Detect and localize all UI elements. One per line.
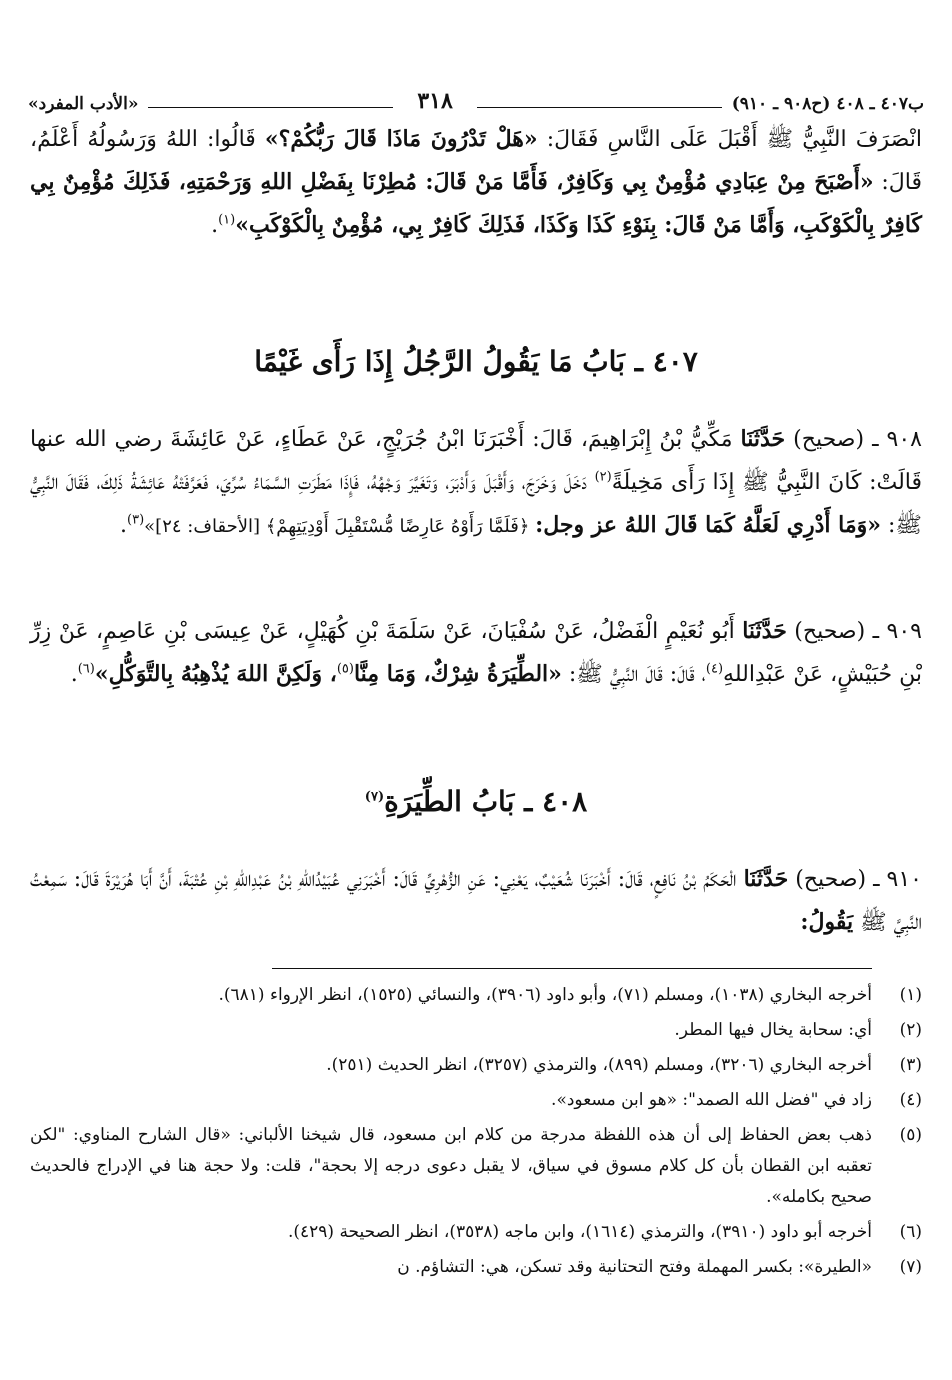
hadith-910-bold: يَقُولُ:	[800, 909, 854, 935]
footnote-ref-4: (٤)	[705, 661, 724, 677]
footnote-ref-1: (١)	[218, 212, 236, 228]
footnotes	[30, 980, 922, 1287]
hadith-908-text-4: فَقَالَ النَّبِيُّ ﷺ:	[30, 470, 922, 538]
hadith-909-end: .	[70, 662, 78, 687]
header-rule-left	[148, 107, 393, 108]
hadith-908-text-3: فَإِذَا مَطَرَتِ السَّمَاءُ سُرِّيَ، فَعَرَّفَتْهُ عَائِشَةُ ذَلِكَ،	[96, 470, 360, 495]
intro-bold-1: «هَلْ تَدْرُونَ مَاذَا قَالَ رَبُّكُمْ؟»	[264, 126, 538, 152]
hadith-909-text-1: أَبُو نُعَيْمٍ الْفَضْلُ، عَنْ سُفْيَانَ، عَنْ سَلَمَةَ بْنِ كُهَيْلٍ، عَنْ عِيسَى بْنِ عَاصِمٍ، عَنْ زِرِّ بْنِ حُبَيْشٍ، عَنْ عَبْدِاللهِ	[30, 619, 922, 687]
hadith-909-text-2: ، قَالَ: قَالَ النَّبِيُّ ﷺ:	[561, 662, 706, 687]
hadith-909-haddathana: حَدَّثَنَا	[742, 618, 787, 644]
hadith-910-haddathana: حَدَّثَنَا	[743, 866, 789, 892]
intro-text-1: انْصَرَفَ النَّبِيُّ ﷺ أَقْبَلَ عَلَى النَّاسِ فَقَالَ:	[537, 127, 922, 152]
page-number: ٣١٨	[417, 88, 453, 114]
footnote-6	[30, 1217, 922, 1248]
footnote-divider	[272, 968, 872, 969]
footnote-4	[30, 1085, 922, 1116]
footnote-text: ذهب بعض الحفاظ إلى أن هذه اللفظة مدرجة من كلام ابن مسعود، قال شيخنا الألباني: «قال الشارح المناوي: "لكن تعقبه ابن القطان بأن كل كلام مسوق في سياق، لا يقبل دعوى درجه إلا بحجة"، قلت: ولا حجة هنا في الإدراج فالحديث صحيح بكامله».	[30, 1125, 872, 1207]
footnote-ref-2: (٢)	[594, 469, 612, 485]
hadith-908-text-1: مَكِّيُّ بْنُ إِبْرَاهِيمَ، قَالَ: أَخْبَرَنَا ابْنُ جُرَيْجٍ، عَنْ عَطَاءٍ، عَنْ عَائِشَةَ رضي الله عنها قَالَتْ: كَانَ النَّبِيُّ ﷺ إِذَا رَأَى مَخِيلَةً	[30, 427, 923, 495]
footnote-5	[30, 1120, 922, 1213]
footnote-ref-7: (٧)	[364, 789, 385, 805]
footnote-number: (٧)	[899, 1257, 922, 1277]
running-header	[28, 86, 924, 114]
footnote-number: (٦)	[899, 1222, 922, 1242]
hadith-908	[30, 418, 922, 548]
chapter-heading-408	[30, 785, 922, 818]
intro-paragraph	[30, 118, 922, 247]
hadith-908-text-2: دَخَلَ وَخَرَجَ، وَأَقْبَلَ وَأَدْبَرَ، وَتَغَيَّرَ وَجْهُهُ،	[359, 470, 595, 495]
intro-text-2: قَالُوا: اللهُ وَرَسُولُهُ أَعْلَمُ، قَالَ:	[30, 127, 923, 195]
intro-bold-2: «أَصْبَحَ مِنْ عِبَادِي مُؤْمِنٌ بِي وَكَافِرٌ، فَأَمَّا مَنْ قَالَ: مُطِرْنَا بِفَضْلِ اللهِ وَرَحْمَتِهِ، فَذَلِكَ مُؤْمِنٌ بِي كَافِرٌ بِالْكَوْكَبِ، وَأَمَّا مَنْ قَالَ: بِنَوْءِ كَذَا وَكَذَا، فَذَلِكَ كَافِرٌ بِي، مُؤْمِنٌ بِالْكَوْكَبِ»	[30, 169, 922, 238]
chapter-408-title: ٤٠٨ ـ بَابُ الطِّيَرَةِ	[384, 785, 588, 818]
hadith-909	[30, 610, 922, 696]
footnote-1	[30, 980, 922, 1011]
hadith-908-number: ٩٠٨ ـ (صحيح)	[785, 427, 922, 452]
hadith-908-end: .	[120, 513, 128, 538]
book-title: «الأدب المفرد»	[28, 94, 139, 114]
footnote-text: «الطيرة»: بكسر المهملة وفتح التحتانية وقد تسكن، هي: التشاؤم. ن	[397, 1257, 872, 1277]
footnote-text: أخرجه البخاري (١٠٣٨)، ومسلم (٧١)، وأبو داود (٣٩٠٦)، والنسائي (١٥٢٥)، انظر الإرواء (٦٨١).	[218, 985, 872, 1005]
footnote-2	[30, 1015, 922, 1046]
footnote-ref-5: (٥)	[336, 661, 354, 677]
header-rule-right	[477, 107, 722, 108]
hadith-910	[30, 858, 922, 944]
footnote-3	[30, 1050, 922, 1081]
intro-end: .	[211, 213, 219, 238]
quran-quote: ﴿فَلَمَّا رَأَوْهُ عَارِضًا مُّسْتَقْبِلَ أَوْدِيَتِهِمْ﴾ [الأحقاف: ٢٤]»	[144, 516, 536, 537]
footnote-text: أي: سحابة يخال فيها المطر.	[674, 1020, 872, 1040]
footnote-number: (٣)	[899, 1055, 922, 1075]
footnote-7	[30, 1252, 922, 1283]
footnote-text: زاد في "فضل الله الصمد": «هو ابن مسعود».	[551, 1090, 872, 1110]
hadith-909-bold-1: «الطِّيَرَةُ شِرْكٌ، وَمَا مِنَّا	[353, 661, 562, 687]
footnote-ref-3: (٣)	[127, 512, 145, 528]
footnote-number: (٢)	[899, 1020, 922, 1040]
footnote-number: (٤)	[899, 1090, 922, 1110]
hadith-909-bold-2: ، وَلَكِنَّ اللهَ يُذْهِبُهُ بِالتَّوَكُّلِ»	[94, 661, 337, 687]
hadith-910-text-1: الْحَكَمُ بْنُ نَافِعٍ، قَالَ: أَخْبَرَنَا شُعَيْبٌ، يَعْنِي: عَنِ الزُّهْرِيِّ قَالَ: أَخْبَرَنِي عُبَيْدُاللهِ بْنُ عَبْدِاللهِ بْنِ عُتْبَةَ، أَنَّ أَبَا هُرَيْرَةَ قَالَ: سَمِعْتُ النَّبِيَّ ﷺ	[30, 867, 922, 935]
footnote-number: (١)	[899, 985, 922, 1005]
footnote-text: أخرجه أبو داود (٣٩١٠)، والترمذي (١٦١٤)، وابن ماجه (٣٥٣٨)، انظر الصحيحة (٤٢٩).	[287, 1222, 872, 1242]
hadith-908-bold: «وَمَا أَدْرِي لَعَلَّهُ كَمَا قَالَ اللهُ عز وجل:	[535, 512, 882, 538]
footnote-text: أخرجه البخاري (٣٢٠٦)، ومسلم (٨٩٩)، والترمذي (٣٢٥٧)، انظر الحديث (٢٥١).	[326, 1055, 872, 1075]
footnote-ref-6: (٦)	[77, 661, 95, 677]
footnote-number: (٥)	[899, 1125, 922, 1145]
section-reference: ب٤٠٧ ـ ٤٠٨ (ح٩٠٨ ـ ٩١٠)	[731, 94, 924, 114]
chapter-heading-407: ٤٠٧ ـ بَابُ مَا يَقُولُ الرَّجُلُ إِذَا رَأَى غَيْمًا	[254, 345, 698, 378]
hadith-910-number: ٩١٠ ـ (صحيح)	[788, 867, 922, 892]
hadith-909-number: ٩٠٩ ـ (صحيح)	[786, 619, 922, 644]
hadith-908-haddathana: حَدَّثَنَا	[740, 426, 786, 452]
